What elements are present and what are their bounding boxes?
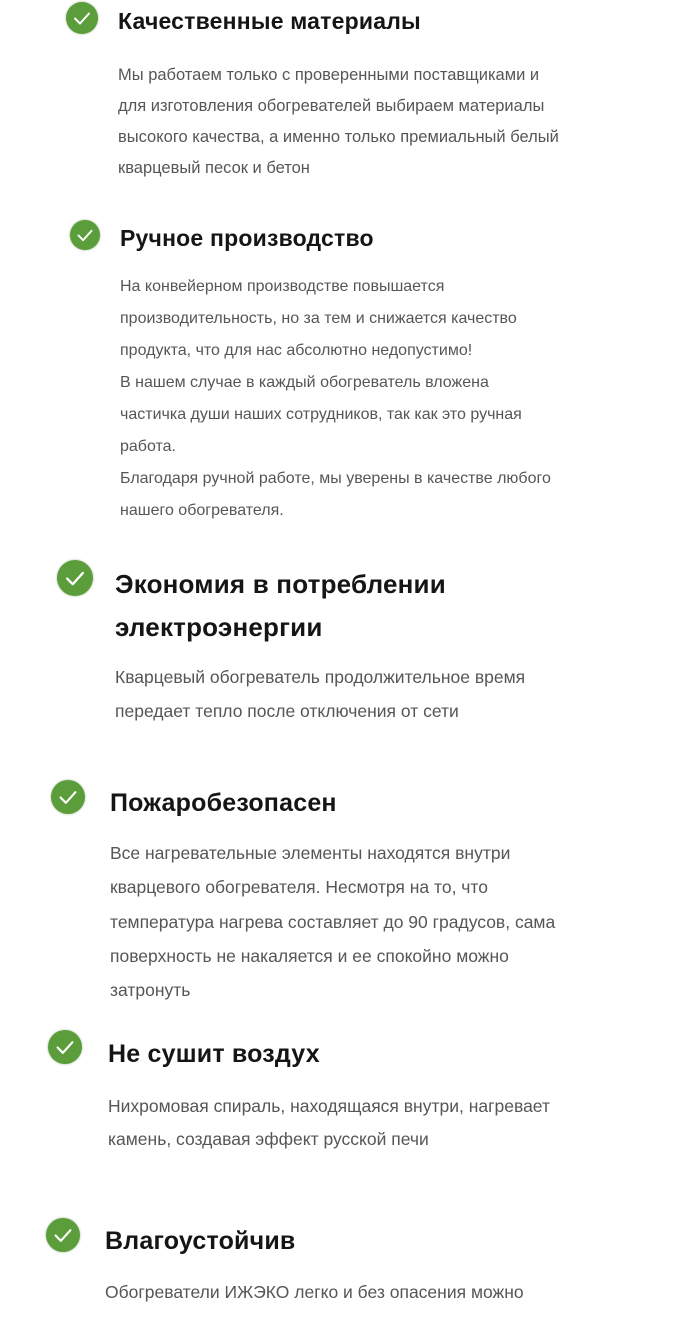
check-circle-icon [57, 560, 93, 596]
feature-description-line: Кварцевый обогреватель продолжительное время [115, 667, 526, 687]
feature-description-line: работа. [120, 438, 176, 455]
feature-description-line: Мы работаем только с проверенными поставщиками и [118, 66, 540, 84]
feature-description-line: Обогреватели ИЖЭКО легко и без опасения можно [105, 1282, 524, 1302]
feature-title-line: Экономия в потреблении [115, 569, 446, 599]
check-circle-icon [66, 2, 98, 34]
feature-description-line: производительность, но за тем и снижается качество [120, 310, 517, 327]
feature-description-line: температура нагрева составляет до 90 градусов, сама [110, 911, 556, 932]
feature-description-line: поверхность не накаляется и ее спокойно можно [110, 945, 509, 966]
feature-description [115, 660, 525, 728]
feature-title-line: Пожаробезопасен [110, 789, 337, 817]
feature-title-line: электроэнергии [115, 612, 323, 642]
feature-description-line: кварцевого обогревателя. Несмотря на то, что [110, 877, 488, 898]
feature-description-line: продукта, что для нас абсолютно недопустимо! [120, 342, 473, 359]
check-circle-icon [46, 1218, 80, 1252]
feature-description [105, 1275, 524, 1309]
feature-description-line: кварцевый песок и бетон [118, 159, 310, 177]
feature-description [108, 1090, 550, 1156]
check-circle-icon [48, 1030, 82, 1064]
feature-description-line: передает тепло после отключения от сети [115, 701, 459, 721]
check-circle-icon [70, 220, 100, 250]
feature-description [120, 271, 551, 527]
feature-description-line: затронуть [110, 980, 191, 1001]
feature-title-line: Влагоустойчив [105, 1227, 296, 1255]
feature-description-line: На конвейерном производстве повышается [120, 278, 445, 295]
feature-title [115, 563, 446, 649]
feature-description [110, 836, 555, 1007]
feature-title-line: Не сушит воздух [108, 1040, 320, 1068]
feature-description-line: частичка души наших сотрудников, так как это ручная [120, 406, 522, 423]
feature-description-line: В нашем случае в каждый обогреватель вложена [120, 374, 489, 391]
feature-title-line: Качественные материалы [118, 8, 421, 34]
feature-description-line: для изготовления обогревателей выбираем материалы [118, 97, 545, 115]
feature-description-line: камень, создавая эффект русской печи [108, 1129, 429, 1149]
feature-title [110, 783, 337, 823]
feature-description-line: Все нагревательные элементы находятся внутри [110, 843, 511, 863]
feature-title [118, 4, 421, 38]
feature-title [108, 1034, 320, 1074]
feature-title [120, 221, 374, 255]
check-circle-icon [51, 780, 85, 814]
feature-description-line: нашего обогревателя. [120, 502, 284, 519]
feature-title [105, 1221, 295, 1261]
feature-description-line: Нихромовая спираль, находящаяся внутри, нагревает [108, 1096, 550, 1116]
feature-description-line: Благодаря ручной работе, мы уверены в качестве любого [120, 470, 551, 487]
feature-title-line: Ручное производство [120, 225, 374, 251]
feature-description-line: высокого качества, а именно только премиальный белый [118, 128, 559, 146]
feature-description [118, 60, 559, 184]
